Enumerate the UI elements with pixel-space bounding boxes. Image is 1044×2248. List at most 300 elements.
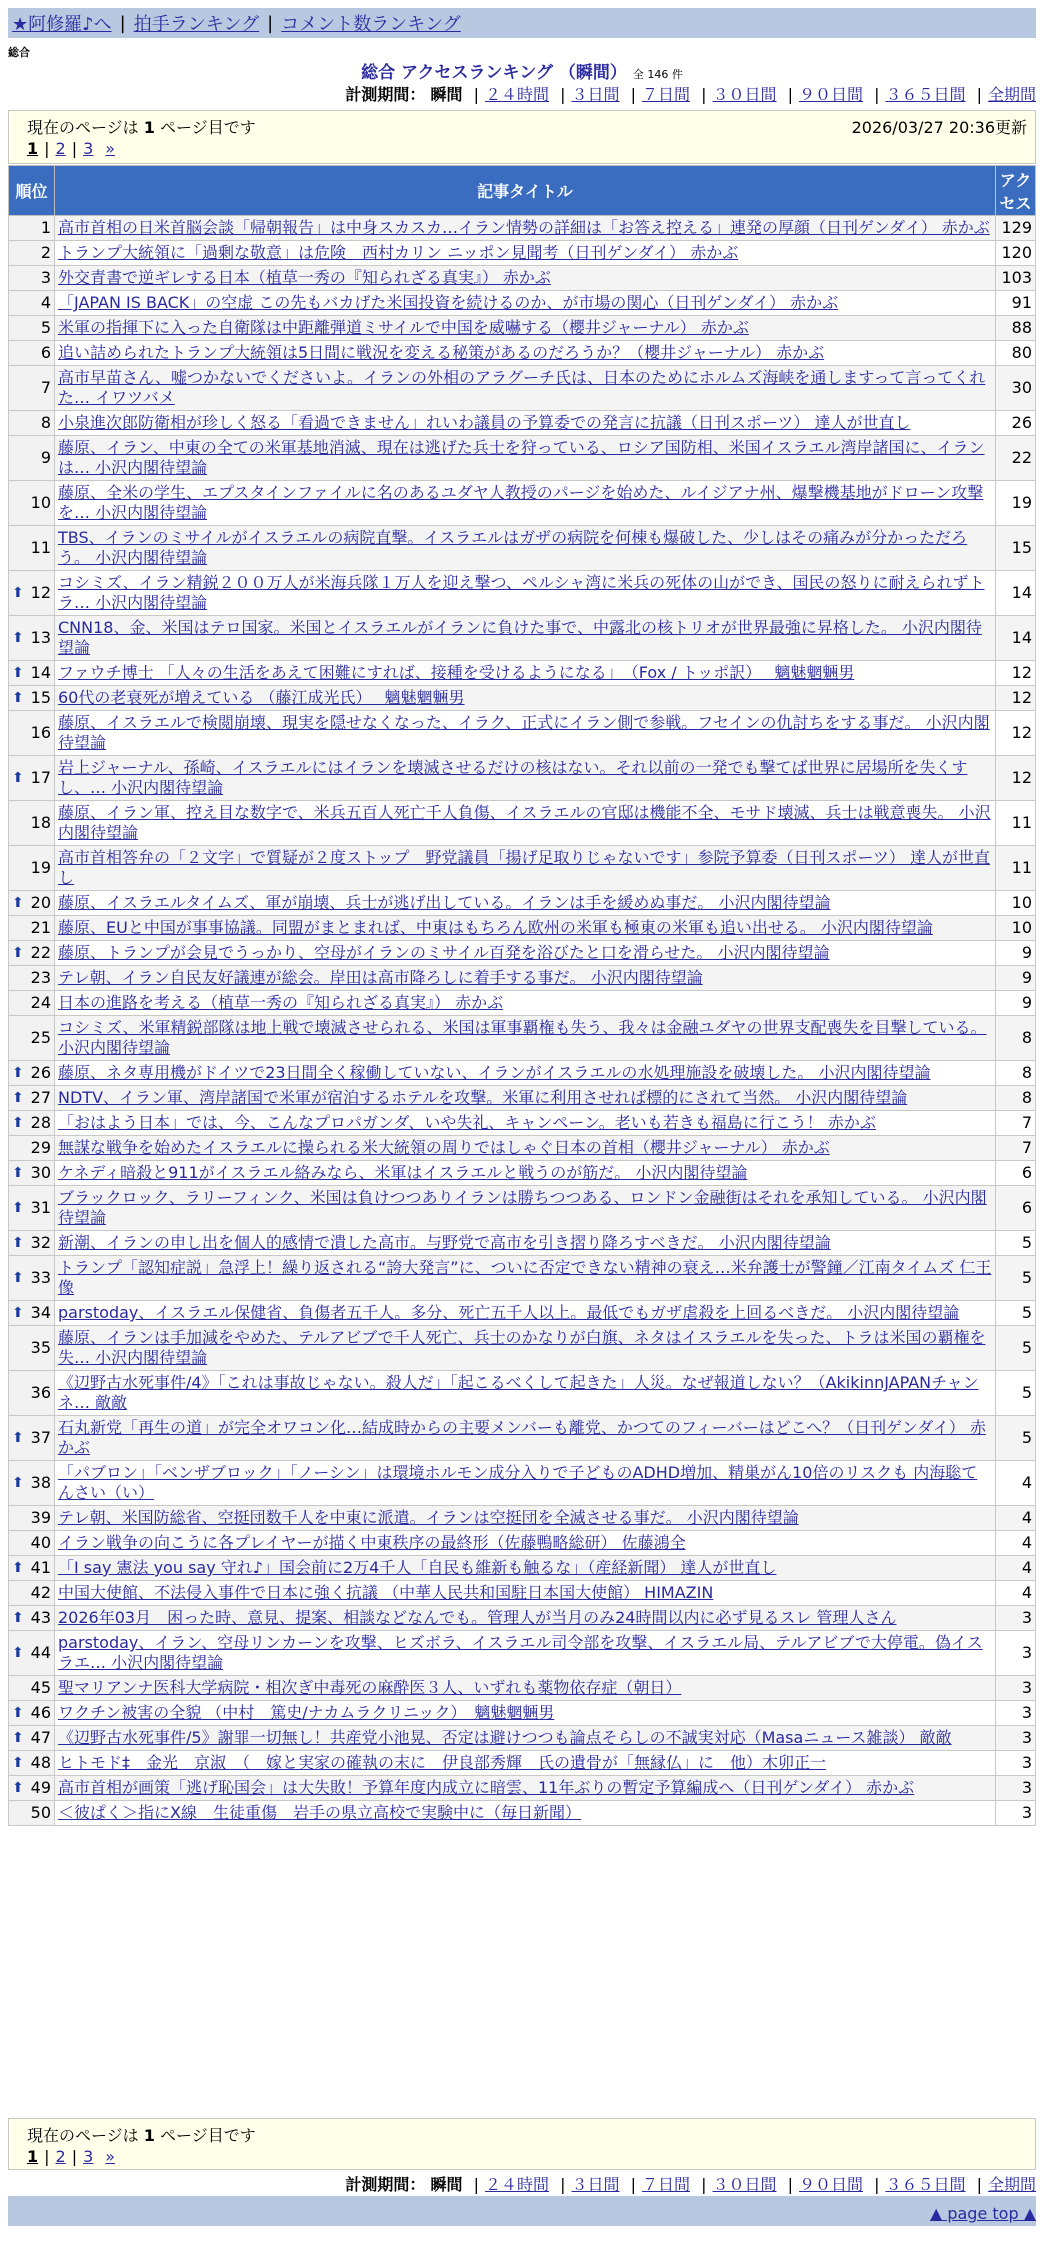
article-link[interactable]: コシミズ、米軍精鋭部隊は地上戦で壊滅させられる、米国は軍事覇権も失う、我々は金融ユダヤの世界支配喪失を目撃している。 小沢内閣待望論 — [58, 1018, 987, 1057]
title-cell — [55, 686, 996, 711]
rank-cell — [9, 216, 55, 241]
article-link[interactable]: 聖マリアンナ医科大学病院・相次ぎ中毒死の麻酔医３人、いずれも薬物依存症（朝日） — [58, 1678, 682, 1697]
access-count: 88 — [996, 316, 1036, 341]
title-cell — [55, 1751, 996, 1776]
article-link[interactable]: 藤原、イラン軍、控え目な数字で、米兵五百人死亡千人負傷、イスラエルの官邸は機能不全、モサド壊滅、兵士は戦意喪失。 小沢内閣待望論 — [58, 803, 991, 842]
article-link[interactable]: CNN18、金、米国はテロ国家。米国とイスラエルがイランに負けた事で、中露北の核トリオが世界最強に昇格した。 小沢内閣待望論 — [58, 618, 982, 657]
period-label: 計測期間： — [345, 2175, 426, 2194]
rank-cell — [9, 241, 55, 266]
rank-number: 19 — [30, 858, 51, 877]
title-cell — [55, 801, 996, 846]
rank-cell — [9, 1086, 55, 1111]
page-link-2[interactable]: 2 — [55, 139, 66, 158]
page-link-3[interactable]: 3 — [83, 139, 94, 158]
access-count: 7 — [996, 1111, 1036, 1136]
page-title-text: 総合 アクセスランキング （瞬間） — [361, 63, 627, 83]
rank-number: 18 — [30, 813, 51, 832]
table-row — [9, 481, 1036, 526]
rank-cell — [9, 526, 55, 571]
table-row — [9, 1701, 1036, 1726]
access-count: 4 — [996, 1531, 1036, 1556]
access-count: 7 — [996, 1136, 1036, 1161]
rank-number: 48 — [30, 1753, 51, 1772]
article-link[interactable]: 高市首相答弁の「２文字」で質疑が２度ストップ 野党議員「揚げ足取りじゃないです」参院予算委（日刊スポーツ） 達人が世直し — [58, 848, 990, 887]
rank-number: 25 — [30, 1028, 51, 1047]
rank-cell — [9, 341, 55, 366]
title-cell — [55, 1326, 996, 1371]
rank-up-arrow-icon: ⬆ — [12, 630, 24, 646]
title-cell — [55, 711, 996, 756]
article-link[interactable]: 藤原、イスラエルタイムズ、軍が崩壊、兵士が逃げ出している。イランは手を緩めぬ事だ。 小沢内閣待望論 — [58, 893, 831, 912]
rank-number: 7 — [40, 378, 51, 397]
rank-cell — [9, 1371, 55, 1416]
ranking-table — [8, 165, 1036, 1826]
rank-up-arrow-icon: ⬆ — [12, 1755, 24, 1771]
table-row — [9, 1231, 1036, 1256]
article-link[interactable]: 「パブロン」「ベンザブロック」「ノーシン」は環境ホルモン成分入りで子どものADHD増加、精巣がん10倍のリスクも 内海聡てんさい（い） — [58, 1463, 978, 1502]
rank-number: 14 — [30, 663, 51, 682]
top-nav-bar — [8, 8, 1036, 38]
access-count: 8 — [996, 1086, 1036, 1111]
article-link[interactable]: 中国大使館、不法侵入事件で日本に強く抗議 （中華人民共和国駐日本国大使館） HIMAZIN — [58, 1583, 714, 1602]
article-link[interactable]: テレ朝、イラン自民友好議連が総会。岸田は高市降ろしに着手する事だ。 小沢内閣待望論 — [58, 968, 703, 987]
rank-cell — [9, 916, 55, 941]
title-cell — [55, 846, 996, 891]
access-count: 11 — [996, 801, 1036, 846]
table-row — [9, 241, 1036, 266]
rank-up-arrow-icon: ⬆ — [12, 1270, 24, 1286]
article-link[interactable]: 石丸新党「再生の道」が完全オワコン化…結成時からの主要メンバーも離党、かつてのフィーバーはどこへ？（日刊ゲンダイ） 赤かぶ — [58, 1418, 986, 1457]
rank-up-arrow-icon: ⬆ — [12, 1610, 24, 1626]
access-count: 5 — [996, 1231, 1036, 1256]
rank-up-arrow-icon: ⬆ — [12, 1560, 24, 1576]
period-option-90d[interactable]: ９０日間 — [798, 2175, 863, 2194]
rank-number: 12 — [30, 583, 51, 602]
rank-number: 42 — [30, 1583, 51, 1602]
rank-cell — [9, 1701, 55, 1726]
period-option-365d[interactable]: ３６５日間 — [885, 2175, 966, 2194]
table-row — [9, 1776, 1036, 1801]
access-count: 8 — [996, 1061, 1036, 1086]
access-count: 3 — [996, 1801, 1036, 1826]
title-cell — [55, 1801, 996, 1826]
rank-cell — [9, 966, 55, 991]
rank-number: 46 — [30, 1703, 51, 1722]
rank-number: 33 — [30, 1268, 51, 1287]
table-row — [9, 1461, 1036, 1506]
rank-cell — [9, 1161, 55, 1186]
access-count: 129 — [996, 216, 1036, 241]
rank-cell — [9, 1256, 55, 1301]
title-cell — [55, 481, 996, 526]
article-link[interactable]: 追い詰められたトランプ大統領は5日間に戦況を変える秘策があるのだろうか？（櫻井ジャーナル） 赤かぶ — [58, 343, 825, 362]
access-count: 30 — [996, 366, 1036, 411]
access-count: 4 — [996, 1461, 1036, 1506]
article-link[interactable]: ヒトモド‡ 金光 京淑 （ 嫁と実家の確執の末に 伊良部秀輝 氏の遺骨が「無縁仏」に 他）木卯正一 — [58, 1753, 827, 1772]
title-cell — [55, 1606, 996, 1631]
rank-cell — [9, 991, 55, 1016]
access-count: 15 — [996, 526, 1036, 571]
table-row — [9, 341, 1036, 366]
bottom-bar — [8, 2196, 1036, 2226]
rank-number: 26 — [30, 1063, 51, 1082]
title-cell — [55, 436, 996, 481]
title-cell — [55, 571, 996, 616]
article-link[interactable]: 新潮、イランの申し出を個人的感情で潰した高市。与野党で高市を引き摺り降ろすべきだ。 小沢内閣待望論 — [58, 1233, 831, 1252]
article-link[interactable]: 外交青書で逆ギレする日本（植草一秀の『知られざる真実』） 赤かぶ — [58, 268, 551, 287]
article-link[interactable]: 藤原、全米の学生、エプスタインファイルに名のあるユダヤ人教授のパージを始めた、ルイジアナ州、爆撃機基地がドローン攻撃を… 小沢内閣待望論 — [58, 483, 984, 522]
rank-number: 22 — [30, 943, 51, 962]
home-link[interactable]: ★阿修羅♪へ — [12, 14, 112, 35]
title-cell — [55, 1776, 996, 1801]
table-row — [9, 1556, 1036, 1581]
title-cell — [55, 341, 996, 366]
access-count: 3 — [996, 1676, 1036, 1701]
article-link[interactable]: 2026年03月 困った時、意見、提案、相談などなんでも。管理人が当月のみ24時間以内に必ず見るスレ 管理人さん — [58, 1608, 897, 1627]
table-row — [9, 686, 1036, 711]
page-title — [0, 58, 1044, 83]
next-page-link[interactable]: » — [105, 139, 116, 158]
article-link[interactable]: 日本の進路を考える（植草一秀の『知られざる真実』） 赤かぶ — [58, 993, 504, 1012]
title-cell — [55, 1631, 996, 1676]
rank-number: 50 — [30, 1803, 51, 1822]
article-link[interactable]: 藤原、ネタ専用機がドイツで23日間全く稼働していない、イランがイスラエルの水処理施設を破壊した。 小沢内閣待望論 — [58, 1063, 931, 1082]
rank-number: 13 — [30, 628, 51, 647]
period-option-7d[interactable]: ７日間 — [641, 2175, 690, 2194]
period-current: 瞬間 — [430, 85, 463, 104]
rank-number: 3 — [40, 268, 51, 287]
table-row — [9, 1301, 1036, 1326]
page-top-link[interactable]: ▲ page top ▲ — [929, 2204, 1036, 2223]
period-option-90d[interactable]: ９０日間 — [798, 85, 863, 104]
article-link[interactable]: 「おはよう日本」では、今、こんなプロパガンダ、いや失礼、キャンペーン。老いも若きも福島に行こう！ 赤かぶ — [58, 1113, 876, 1132]
title-cell — [55, 1016, 996, 1061]
rank-number: 11 — [30, 538, 51, 557]
rank-number: 4 — [40, 293, 51, 312]
table-row — [9, 846, 1036, 891]
title-cell — [55, 941, 996, 966]
page-current: 1 — [27, 139, 39, 158]
article-link[interactable]: ファウチ博士 「人々の生活をあえて困難にすれば、接種を受けるようになる」 （Fox / トッポ訳） 魑魅魍魎男 — [58, 663, 855, 682]
rank-cell — [9, 756, 55, 801]
page-link-3[interactable]: 3 — [83, 2147, 94, 2166]
period-option-30d[interactable]: ３０日間 — [712, 85, 777, 104]
rank-number: 45 — [30, 1678, 51, 1697]
access-count: 6 — [996, 1161, 1036, 1186]
access-count: 10 — [996, 891, 1036, 916]
rank-up-arrow-icon: ⬆ — [12, 1475, 24, 1491]
rank-number: 2 — [40, 243, 51, 262]
rank-up-arrow-icon: ⬆ — [12, 1200, 24, 1216]
title-cell — [55, 616, 996, 661]
title-cell — [55, 291, 996, 316]
title-cell — [55, 216, 996, 241]
table-row — [9, 1801, 1036, 1826]
article-link[interactable]: 岩上ジャーナル、孫崎、イスラエルにはイランを壊滅させるだけの核はない。それ以前の一発でも撃てば世界に居場所を失くすし、… 小沢内閣待望論 — [58, 758, 968, 797]
rank-number: 5 — [40, 318, 51, 337]
rank-number: 20 — [30, 893, 51, 912]
rank-number: 9 — [40, 448, 51, 467]
rank-header: 順位 — [9, 166, 55, 216]
page-links: 1 | 2 | 3 » — [27, 139, 116, 158]
title-cell — [55, 1416, 996, 1461]
table-row — [9, 1186, 1036, 1231]
table-row — [9, 1256, 1036, 1301]
access-count: 12 — [996, 686, 1036, 711]
clap-ranking-link[interactable]: 拍手ランキング — [133, 14, 260, 35]
title-cell — [55, 1061, 996, 1086]
access-count: 12 — [996, 711, 1036, 756]
rank-cell — [9, 1231, 55, 1256]
table-row — [9, 1751, 1036, 1776]
rank-cell — [9, 571, 55, 616]
article-link[interactable]: 「I say 憲法 you say 守れ♪」国会前に2万4千人「自民も維新も触るな」（産経新聞） 達人が世直し — [58, 1558, 777, 1577]
article-link[interactable]: 藤原、EUと中国が事事協議。同盟がまとまれば、中東はもちろん欧州の米軍も極東の米軍も追い出せる。 小沢内閣待望論 — [58, 918, 933, 937]
rank-cell — [9, 846, 55, 891]
rank-cell — [9, 891, 55, 916]
rank-cell — [9, 1061, 55, 1086]
rank-cell — [9, 266, 55, 291]
rank-up-arrow-icon: ⬆ — [12, 1165, 24, 1181]
rank-up-arrow-icon: ⬆ — [12, 1705, 24, 1721]
table-row — [9, 1726, 1036, 1751]
article-link[interactable]: コシミズ、イラン精鋭２００万人が米海兵隊１万人を迎え撃つ、ペルシャ湾に米兵の死体の山ができ、国民の怒りに耐えられずトラ… 小沢内閣待望論 — [58, 573, 985, 612]
period-selector-top: 計測期間： 瞬間 | ２４時間 | ３日間 | ７日間 | ３０日間 | ９０日間 | ３６５日間 | 全期間 — [345, 85, 1036, 104]
category-label: 総合 — [8, 46, 30, 59]
table-row — [9, 1161, 1036, 1186]
rank-up-arrow-icon: ⬆ — [12, 770, 24, 786]
access-count: 5 — [996, 1326, 1036, 1371]
title-cell — [55, 1231, 996, 1256]
title-cell — [55, 916, 996, 941]
period-option-24h[interactable]: ２４時間 — [484, 85, 549, 104]
period-option-24h[interactable]: ２４時間 — [484, 2175, 549, 2194]
title-cell — [55, 241, 996, 266]
access-count: 14 — [996, 616, 1036, 661]
rank-cell — [9, 291, 55, 316]
next-page-link[interactable]: » — [105, 2147, 116, 2166]
access-count: 3 — [996, 1726, 1036, 1751]
article-link[interactable]: NDTV、イラン軍、湾岸諸国で米軍が宿泊するホテルを攻撃。米軍に利用させれば標的にされて当然。 小沢内閣待望論 — [58, 1088, 908, 1107]
article-link[interactable]: 米軍の指揮下に入った自衛隊は中距離弾道ミサイルで中国を威嚇する（櫻井ジャーナル） 赤かぶ — [58, 318, 749, 337]
title-cell — [55, 1136, 996, 1161]
page-link-2[interactable]: 2 — [55, 2147, 66, 2166]
rank-number: 29 — [30, 1138, 51, 1157]
rank-up-arrow-icon: ⬆ — [12, 1065, 24, 1081]
title-cell — [55, 661, 996, 686]
period-option-all[interactable]: 全期間 — [987, 2175, 1036, 2194]
title-cell — [55, 1256, 996, 1301]
rank-cell — [9, 1016, 55, 1061]
access-count: 8 — [996, 1016, 1036, 1061]
title-cell — [55, 756, 996, 801]
rank-number: 31 — [30, 1198, 51, 1217]
table-row — [9, 616, 1036, 661]
rank-cell — [9, 941, 55, 966]
access-count: 4 — [996, 1556, 1036, 1581]
period-option-3d[interactable]: ３日間 — [571, 2175, 620, 2194]
rank-up-arrow-icon: ⬆ — [12, 1115, 24, 1131]
article-link[interactable]: 「JAPAN IS BACK」の空虚 この先もバカげた米国投資を続けるのか、が市場の関心（日刊ゲンダイ） 赤かぶ — [58, 293, 839, 312]
table-row — [9, 711, 1036, 756]
title-cell — [55, 366, 996, 411]
access-count: 11 — [996, 846, 1036, 891]
rank-number: 1 — [40, 218, 51, 237]
article-link[interactable]: イラン戦争の向こうに各プレイヤーが描く中東秩序の最終形（佐藤鴨略総研） 佐藤鴻全 — [58, 1533, 686, 1552]
title-cell — [55, 1161, 996, 1186]
period-option-365d[interactable]: ３６５日間 — [885, 85, 966, 104]
rank-number: 17 — [30, 768, 51, 787]
access-count: 4 — [996, 1506, 1036, 1531]
access-count: 9 — [996, 991, 1036, 1016]
table-row — [9, 316, 1036, 341]
rank-up-arrow-icon: ⬆ — [12, 945, 24, 961]
table-row — [9, 1581, 1036, 1606]
article-link[interactable]: TBS、イランのミサイルがイスラエルの病院直撃。イスラエルはガザの病院を何棟も爆破した、少しはその痛みが分かっただろう。 小沢内閣待望論 — [58, 528, 968, 567]
updated-timestamp: 2026/03/27 20:36更新 — [851, 118, 1027, 137]
article-link[interactable]: 60代の老衰死が増えている （藤江成光氏） 魑魅魍魎男 — [58, 688, 465, 707]
period-option-3d[interactable]: ３日間 — [571, 85, 620, 104]
access-count: 3 — [996, 1701, 1036, 1726]
table-row — [9, 941, 1036, 966]
table-row — [9, 1676, 1036, 1701]
title-cell — [55, 1111, 996, 1136]
title-cell — [55, 1676, 996, 1701]
title-cell — [55, 891, 996, 916]
comment-ranking-link[interactable]: コメント数ランキング — [281, 14, 461, 35]
table-row — [9, 266, 1036, 291]
rank-number: 21 — [30, 918, 51, 937]
article-link[interactable]: 高市首相が画策「逃げ恥国会」は大失敗！予算年度内成立に暗雲、11年ぶりの暫定予算編成へ（日刊ゲンダイ） 赤かぶ — [58, 1778, 915, 1797]
period-option-30d[interactable]: ３０日間 — [712, 2175, 777, 2194]
rank-number: 40 — [30, 1533, 51, 1552]
access-count: 14 — [996, 571, 1036, 616]
rank-number: 34 — [30, 1303, 51, 1322]
rank-cell — [9, 1416, 55, 1461]
rank-cell — [9, 661, 55, 686]
rank-up-arrow-icon: ⬆ — [12, 585, 24, 601]
rank-cell — [9, 411, 55, 436]
title-cell — [55, 966, 996, 991]
rank-up-arrow-icon: ⬆ — [12, 1780, 24, 1796]
rank-number: 38 — [30, 1473, 51, 1492]
rank-number: 36 — [30, 1383, 51, 1402]
rank-number: 44 — [30, 1643, 51, 1662]
title-cell — [55, 1701, 996, 1726]
article-link[interactable]: 藤原、イラン、中東の全ての米軍基地消滅、現在は逃げた兵士を狩っている、ロシア国防相、米国イスラエル湾岸諸国に、イランは… 小沢内閣待望論 — [58, 438, 985, 477]
title-cell — [55, 316, 996, 341]
access-count: 5 — [996, 1256, 1036, 1301]
item-count: 全 146 件 — [632, 68, 683, 81]
title-cell — [55, 1371, 996, 1416]
rank-cell — [9, 1301, 55, 1326]
article-link[interactable]: ブラックロック、ラリーフィンク、米国は負けつつありイランは勝ちつつある、ロンドン金融街はそれを承知している。 小沢内閣待望論 — [58, 1188, 987, 1227]
access-count: 91 — [996, 291, 1036, 316]
rank-cell — [9, 1111, 55, 1136]
rank-cell — [9, 1136, 55, 1161]
rank-cell — [9, 1186, 55, 1231]
page-current: 1 — [27, 2147, 39, 2166]
article-link[interactable]: 藤原、イランは手加減をやめた、テルアビブで千人死亡、兵士のかなりが白旗、ネタはイスラエルを失った、トラは米国の覇権を失… 小沢内閣待望論 — [58, 1328, 986, 1367]
nav-separator: | — [267, 12, 274, 34]
title-cell — [55, 411, 996, 436]
access-header: アクセス — [996, 166, 1036, 216]
article-link[interactable]: 藤原、イスラエルで検閲崩壊、現実を隠せなくなった、イラク、正式にイラン側で参戦。フセインの仇討ちをする事だ。 小沢内閣待望論 — [58, 713, 990, 752]
table-row — [9, 1631, 1036, 1676]
article-link[interactable]: 高市早苗さん、嘘つかないでくださいよ。イランの外相のアラグーチ氏は、日本のためにホルムズ海峡を通しますって言ってくれた… イワツバメ — [58, 368, 986, 407]
article-link[interactable]: 高市首相の日米首脳会談「帰朝報告」は中身スカスカ…イラン情勢の詳細は「お答え控える」連発の厚顔（日刊ゲンダイ） 赤かぶ — [58, 218, 990, 237]
article-link[interactable]: ＜彼ぱく＞指にX線 生徒重傷 岩手の県立高校で実験中に（毎日新聞） — [58, 1803, 581, 1822]
access-count: 5 — [996, 1371, 1036, 1416]
article-link[interactable]: ケネディ暗殺と911がイスラエル絡みなら、米軍はイスラエルと戦うのが筋だ。 小沢内閣待望論 — [58, 1163, 748, 1182]
rank-number: 39 — [30, 1508, 51, 1527]
page-status: 現在のページは 1 ページ目です — [27, 118, 256, 137]
article-link[interactable]: 小泉進次郎防衛相が珍しく怒る「看過できません」れいわ議員の予算委での発言に抗議（日刊スポーツ） 達人が世直し — [58, 413, 911, 432]
rank-cell — [9, 1801, 55, 1826]
period-selector-bottom: 計測期間： 瞬間 | ２４時間 | ３日間 | ７日間 | ３０日間 | ９０日間 | ３６５日間 | 全期間 — [345, 2175, 1036, 2194]
title-cell — [55, 266, 996, 291]
access-count: 3 — [996, 1631, 1036, 1676]
rank-cell — [9, 316, 55, 341]
article-link[interactable]: トランプ大統領に「過剰な敬意」は危険 西村カリン ニッポン見聞考（日刊ゲンダイ） 赤かぶ — [58, 243, 739, 262]
table-row — [9, 1416, 1036, 1461]
rank-cell — [9, 616, 55, 661]
access-count: 22 — [996, 436, 1036, 481]
title-cell — [55, 1301, 996, 1326]
rank-number: 41 — [30, 1558, 51, 1577]
article-link[interactable]: 《辺野古水死事件/4》「これは事故じゃない。殺人だ」「起こるべくして起きた」人災。なぜ報道しない？（AkikinnJAPANチャンネ… 敵敵 — [58, 1373, 979, 1412]
article-link[interactable]: 《辺野古水死事件/5》謝罪一切無し！共産党小池晃、否定は避けつつも論点そらしの不誠実対応（Masaニュース雑談） 敵敵 — [58, 1728, 952, 1747]
rank-number: 15 — [30, 688, 51, 707]
rank-number: 8 — [40, 413, 51, 432]
rank-number: 47 — [30, 1728, 51, 1747]
rank-number: 6 — [40, 343, 51, 362]
title-cell — [55, 1556, 996, 1581]
period-option-7d[interactable]: ７日間 — [641, 85, 690, 104]
article-link[interactable]: parstoday、イラン、空母リンカーンを攻撃、ヒズボラ、イスラエル司令部を攻撃、イスラエル局、テルアビブで大停電。偽イスラエ… 小沢内閣待望論 — [58, 1633, 983, 1672]
table-row — [9, 661, 1036, 686]
rank-cell — [9, 1531, 55, 1556]
article-link[interactable]: テレ朝、米国防総省、空挺団数千人を中東に派遣。イランは空挺団を全滅させる事だ。 小沢内閣待望論 — [58, 1508, 799, 1527]
access-count: 6 — [996, 1186, 1036, 1231]
access-count: 10 — [996, 916, 1036, 941]
table-row — [9, 1371, 1036, 1416]
article-link[interactable]: parstoday、イスラエル保健省、負傷者五千人。多分、死亡五千人以上。最低でもガザ虐殺を上回るべきだ。 小沢内閣待望論 — [58, 1303, 960, 1322]
title-cell — [55, 1086, 996, 1111]
table-row — [9, 1111, 1036, 1136]
title-cell — [55, 1186, 996, 1231]
rank-number: 35 — [30, 1338, 51, 1357]
article-link[interactable]: ワクチン被害の全貌 （中村 篤史/ナカムラクリニック） 魑魅魍魎男 — [58, 1703, 555, 1722]
access-count: 26 — [996, 411, 1036, 436]
rank-up-arrow-icon: ⬆ — [12, 665, 24, 681]
access-count: 19 — [996, 481, 1036, 526]
article-link[interactable]: トランプ「認知症説」急浮上！繰り返される“誇大発言”に、ついに否定できない精神の衰え…米弁護士が警鐘／江南タイムズ 仁王像 — [58, 1258, 992, 1297]
access-count: 80 — [996, 341, 1036, 366]
table-row — [9, 216, 1036, 241]
rank-up-arrow-icon: ⬆ — [12, 1235, 24, 1251]
rank-up-arrow-icon: ⬆ — [12, 1730, 24, 1746]
article-link[interactable]: 無謀な戦争を始めたイスラエルに操られる米大統領の周りではしゃぐ日本の首相（櫻井ジャーナル） 赤かぶ — [58, 1138, 830, 1157]
table-row — [9, 411, 1036, 436]
period-option-all[interactable]: 全期間 — [987, 85, 1036, 104]
rank-number: 27 — [30, 1088, 51, 1107]
title-cell — [55, 1726, 996, 1751]
title-cell — [55, 991, 996, 1016]
rank-number: 49 — [30, 1778, 51, 1797]
rank-cell — [9, 1751, 55, 1776]
article-link[interactable]: 藤原、トランプが会見でうっかり、空母がイランのミサイル百発を浴びたと口を滑らせた。 小沢内閣待望論 — [58, 943, 830, 962]
